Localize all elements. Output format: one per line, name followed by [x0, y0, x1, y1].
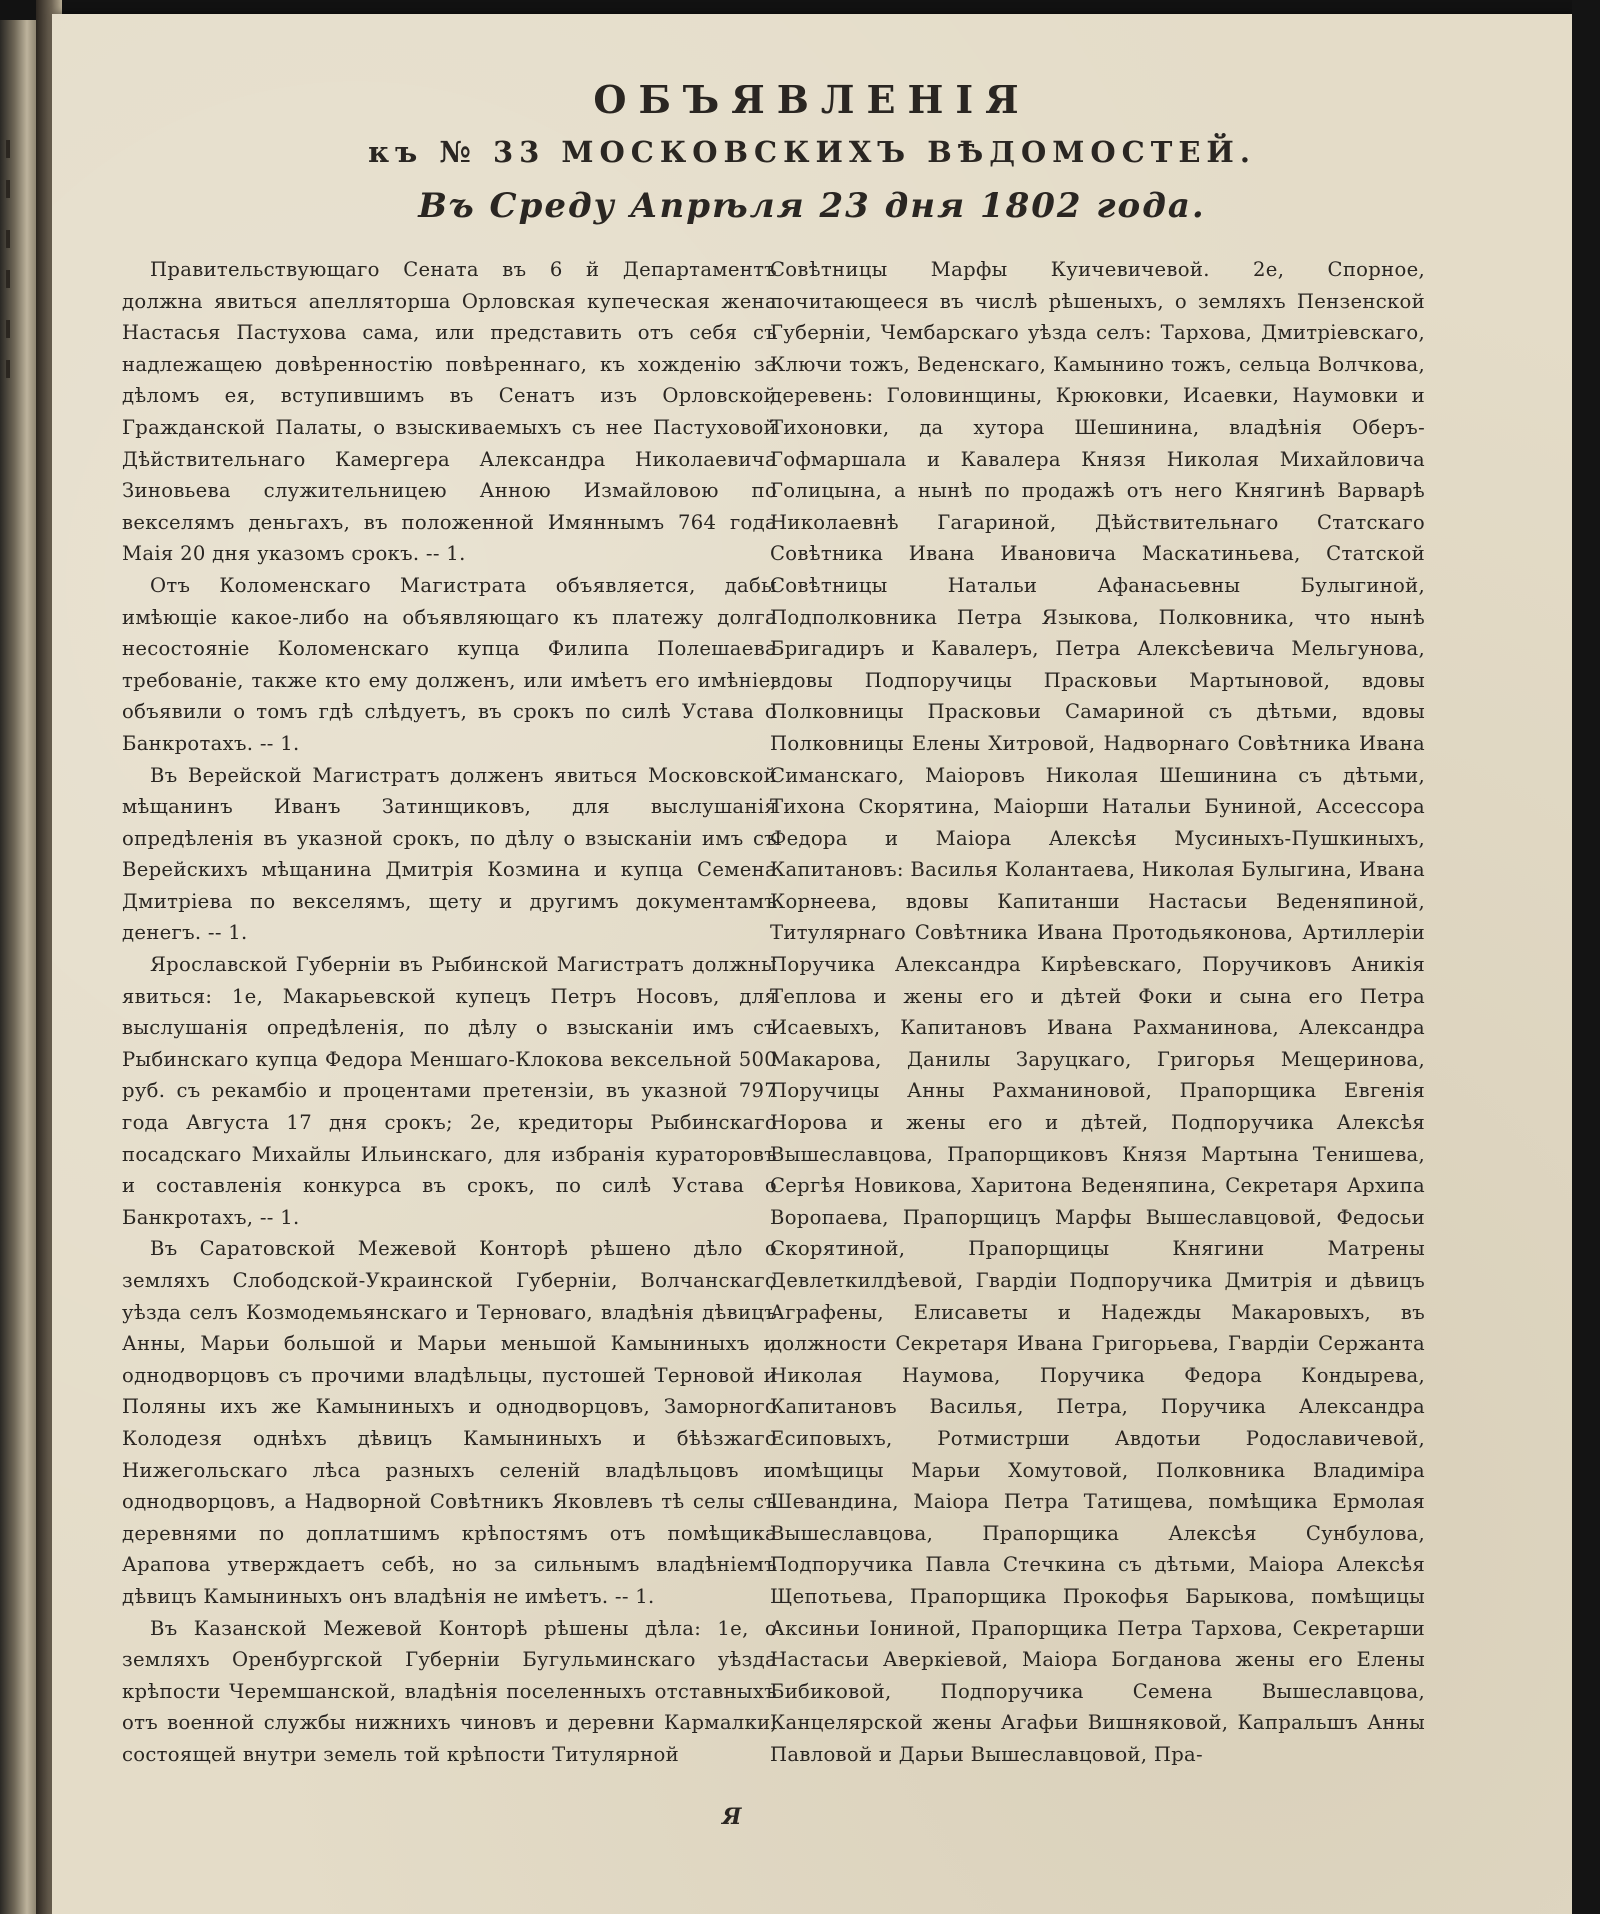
page-title: ОБЪЯВЛЕНІЯ	[593, 77, 1031, 122]
page-header	[52, 74, 1572, 234]
notice-paragraph: Совѣтницы Марфы Куичевичевой. 2е, Спорное, почитающееся въ числѣ рѣшеныхъ, о земляхъ Пензенской Губерніи, Чембарскаго уѣзда селъ: Тархова, Дмитріевскаго, Ключи тожъ, Веденскаго, Камынино тожъ, сельца Волчкова, деревень: Головинщины, Крюковки, Исаевки, Наумовки и Тихоновки, да хутора Шешинина, владѣнія Оберъ-Гофмаршала и Кавалера Князя Николая Михайловича Голицына, а нынѣ по продажѣ отъ него Княгинѣ Варварѣ Николаевнѣ Гагариной, Дѣйствительнаго Статскаго Совѣтника Ивана Ивановича Маскатиньева, Статской Совѣтницы Натальи Афанасьевны Булыгиной, Подполковника Петра Языкова, Полковника, что нынѣ Бригадиръ и Кавалеръ, Петра Алексѣевича Мельгунова, вдовы Подпоручицы Прасковьи Мартыновой, вдовы Полковницы Прасковьи Самариной съ дѣтьми, вдовы Полковницы Елены Хитровой, Надворнаго Совѣтника Ивана Симанскаго, Маіоровъ Николая Шешинина съ дѣтьми, Тихона Скорятина, Маіорши Натальи Буниной, Ассессора Федора и Маіора Алексѣя Мусиныхъ-Пушкиныхъ, Капитановъ: Василья Колантаева, Николая Булыгина, Ивана Корнеева, вдовы Капитанши Настасьи Веденяпиной, Титулярнаго Совѣтника Ивана Протодьяконова, Артиллеріи Поручика Александра Кирѣевскаго, Поручиковъ Аникія Теплова и жены его и дѣтей Фоки и сына его Петра Исаевыхъ, Капитановъ Ивана Рахманинова, Александра Макарова, Данилы Заруцкаго, Григорья Мещеринова, Поручицы Анны Рахманиновой, Прапорщика Евгенія Норова и жены его и дѣтей, Подпоручика Алексѣя Вышеславцова, Прапорщиковъ Князя Мартына Тенишева, Сергѣя Новикова, Харитона Веденяпина, Секретаря Архипа Воропаева, Прапорщицъ Марфы Вышеславцовой, Федосьи Скорятиной, Прапорщицы Княгини Матрены Девлеткилдѣевой, Гвардіи Подпоручика Дмитрія и дѣвицъ Аграфены, Елисаветы и Надежды Макаровыхъ, въ должности Секретаря Ивана Григорьева, Гвардіи Сержанта Николая Наумова, Поручика Федора Кондырева, Капитановъ Василья, Петра, Поручика Александра Есиповыхъ, Ротмистрши Авдотьи Родославичевой, помѣщицы Марьи Хомутовой, Полковника Владиміра Шевандина, Маіора Петра Татищева, помѣщика Ермолая Вышеславцова, Прапорщика Алексѣя Сунбулова, Подпоручика Павла Стечкина съ дѣтьми, Маіора Алексѣя Щепотьева, Прапорщика Прокофья Барыкова, помѣщицы Аксиньи Іониной, Прапорщика Петра Тархова, Секретарши Настасьи Аверкіевой, Маіора Богданова жены его Елены Бибиковой, Подпоручика Семена Вышеславцова, Канцелярской жены Агафьи Вишняковой, Капральшъ Анны Павловой и Дарьи Вышеславцовой, Пра-	[770, 258, 1425, 1766]
right-scan-edge	[1572, 0, 1600, 1914]
notice-paragraph: Отъ Коломенскаго Магистрата объявляется, дабы имѣющіе какое-либо на объявляющаго къ платежу долга несостояніе Коломенскаго купца Филипа Полешаева требованіе, также кто ему долженъ, или имѣетъ его имѣніе, объявили о томъ гдѣ слѣдуетъ, въ срокъ по силѣ Устава о Банкротахъ. -- 1.	[122, 573, 777, 755]
page-subtitle: къ № 33 МОСКОВСКИХЪ ВѢДОМОСТЕЙ.	[368, 135, 1256, 169]
catchword: Я	[722, 1804, 742, 1830]
notice-paragraph: Въ Саратовской Межевой Конторѣ рѣшено дѣло о земляхъ Слободской-Украинской Губерніи, Волчанскаго уѣзда селъ Козмодемьянскаго и Терноваго, владѣнія дѣвицъ Анны, Марьи большой и Марьи меньшой Камыниныхъ и однодворцовъ съ прочими владѣльцы, пустошей Терновой и Поляны ихъ же Камыниныхъ и однодворцовъ, Заморного Колодезя однѣхъ дѣвицъ Камыниныхъ и бѣѣзжаго Нижегольскаго лѣса разныхъ селеній владѣльцовъ и однодворцовъ, а Надворной Совѣтникъ Яковлевъ тѣ селы съ деревнями по доплатшимъ крѣпостямъ отъ помѣщика Арапова утверждаетъ себѣ, но за сильнымъ владѣніемъ дѣвицъ Камыниныхъ онъ владѣнія не имѣетъ. -- 1.	[122, 1237, 777, 1608]
right-column	[770, 254, 1425, 1771]
left-column	[122, 254, 777, 1771]
notice-paragraph: Въ Казанской Межевой Конторѣ рѣшены дѣла: 1е, о земляхъ Оренбургской Губерніи Бугульминскаго уѣзда крѣпости Черемшанской, владѣнія поселенныхъ отставныхъ отъ военной службы нижнихъ чиновъ и деревни Кармалки, состоящей внутри земель той крѣпости Титулярной	[122, 1616, 777, 1766]
left-page-edge	[0, 20, 36, 1914]
notice-paragraph: Въ Верейской Магистратъ долженъ явиться Московской мѣщанинъ Иванъ Затинщиковъ, для выслушанія опредѣленія въ указной срокъ, по дѣлу о взысканіи имъ съ Верейскихъ мѣщанина Дмитрія Козмина и купца Семена Дмитріева по векселямъ, щету и другимъ документамъ денегъ. -- 1.	[122, 763, 777, 945]
notice-paragraph: Ярославской Губерніи въ Рыбинской Магистратъ должны явиться: 1е, Макарьевской купецъ Петръ Носовъ, для выслушанія опредѣленія, по дѣлу о взысканіи имъ съ Рыбинскаго купца Федора Меншаго-Клокова вексельной 500 руб. съ рекамбіо и процентами претензіи, въ указной 797 года Августа 17 дня срокъ; 2е, кредиторы Рыбинскаго посадскаго Михайлы Ильинскаго, для избранія кураторовъ и составленія конкурса въ срокъ, по силѣ Устава о Банкротахъ, -- 1.	[122, 953, 777, 1229]
issue-date: Въ Среду Апрѣля 23 дня 1802 года.	[418, 186, 1206, 226]
newspaper-page	[52, 14, 1572, 1914]
notice-paragraph: Правительствующаго Сената въ 6 й Департаментъ должна явиться апелляторша Орловская купеческая жена Настасья Пастухова сама, или представить отъ себя съ надлежащею довѣренностію повѣреннаго, къ хожденію за дѣломъ ея, вступившимъ въ Сенатъ изъ Орловской Гражданской Палаты, о взыскиваемыхъ съ нее Пастуховой Дѣйствительнаго Камергера Александра Николаевича Зиновьева служительницею Анною Измайловою по векселямъ деньгахъ, въ положенной Имяннымъ 764 года Маія 20 дня указомъ срокъ. -- 1.	[122, 258, 777, 566]
